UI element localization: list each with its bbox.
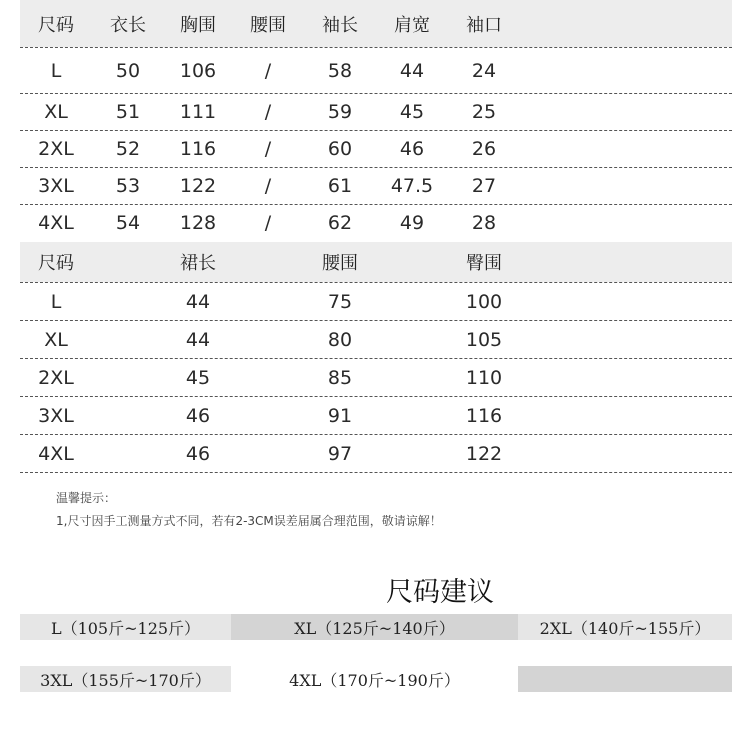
table-row: 2XL 52 116 / 60 46 26 <box>38 138 497 160</box>
size-rec-2xl: 2XL（140斤~155斤） <box>518 614 732 640</box>
header-size: 尺码 <box>38 14 74 36</box>
header-size: 尺码 <box>38 253 74 274</box>
size-recommend-title: 尺码建议 <box>386 577 494 608</box>
header-shoulder: 肩宽 <box>394 14 430 36</box>
header-hip: 臀围 <box>466 253 502 274</box>
top-table-header <box>20 0 732 47</box>
table-row: L 50 106 / 58 44 24 <box>50 60 497 82</box>
size-rec-xl: XL（125斤~140斤） <box>231 614 518 640</box>
header-chest: 胸围 <box>180 14 216 36</box>
header-cuff: 袖口 <box>466 14 502 36</box>
header-waist: 腰围 <box>250 14 286 36</box>
table-row: 4XL 54 128 / 62 49 28 <box>38 212 497 234</box>
size-rec-3xl: 3XL（155斤~170斤） <box>20 666 231 692</box>
notes-title: 温馨提示： <box>56 491 117 505</box>
table-row: 3XL 46 91 116 <box>38 404 503 427</box>
table-row: 3XL 53 122 / 61 47.5 27 <box>38 175 497 197</box>
size-rec-4xl: 4XL（170斤~190斤） <box>231 666 518 692</box>
table-row: XL 44 80 105 <box>44 328 503 351</box>
header-sleeve: 袖长 <box>322 14 358 36</box>
table-row: XL 51 111 / 59 45 25 <box>44 101 497 123</box>
notes-line: 1,尺寸因手工测量方式不同，若有2-3CM误差届属合理范围，敬请谅解！ <box>56 514 442 528</box>
table-row: 2XL 45 85 110 <box>38 366 503 389</box>
header-length: 衣长 <box>110 14 146 36</box>
size-rec-empty <box>518 666 732 692</box>
header-skirt-length: 裙长 <box>180 253 216 274</box>
header-waist: 腰围 <box>322 253 358 274</box>
table-row: 4XL 46 97 122 <box>38 442 503 465</box>
size-rec-l: L（105斤~125斤） <box>20 614 231 640</box>
table-row: L 44 75 100 <box>50 290 503 313</box>
skirt-table-header <box>20 242 732 282</box>
